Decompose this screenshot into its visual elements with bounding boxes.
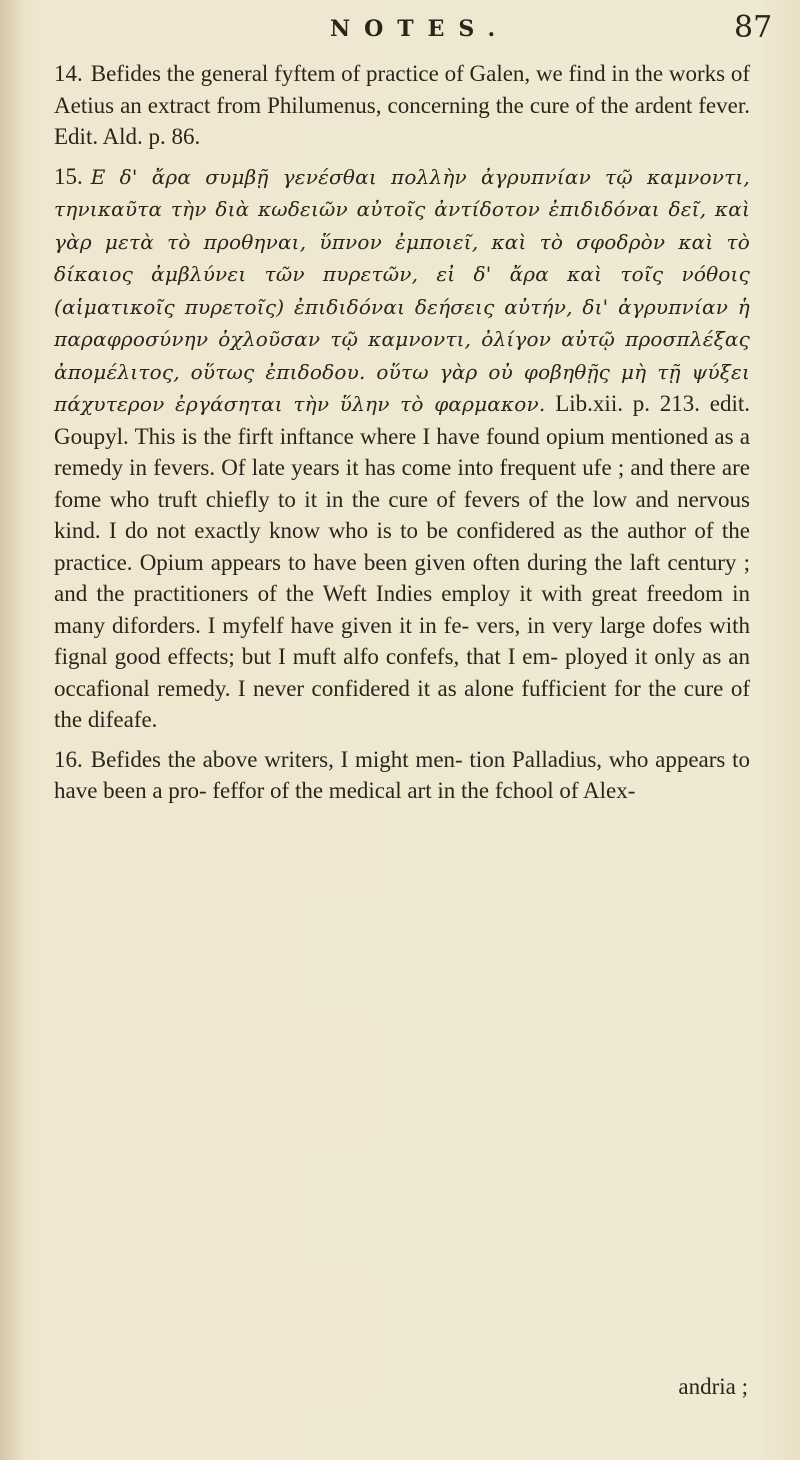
note-number: 16. <box>54 746 83 772</box>
page-number: 87 <box>734 10 773 45</box>
greek-quotation: Ε δ' ἄρα συμβῇ γενέσθαι πολλὴν ἀγρυπνίαν τῷ καμνοντι, τηνικαῦτα τὴν διὰ κωδειῶν αὐτοῖς ἀντίδοτον ἐπιδιδόναι δεῖ, καὶ γὰρ μετὰ τὸ προθηναι, ὕπνον ἐμποιεῖ, καὶ τὸ σφοδρὸν καὶ τὸ δίκαιος ἀμβλύνει τῶν πυρετῶν, εἰ δ' ἄρα καὶ τοῖς νόθοις (αἱματικοῖς πυρετοῖς) ἐπιδιδόναι δεήσεις αὐτήν, δι' ἀγρυπνίαν ἡ παραφροσύνην ὀχλοῦσαν τῷ καμνοντι, ὀλίγον αὐτῷ προσπλέξας ἀπομέλιτος, οὕτως ἐπιδοδου. οὕτω γὰρ οὐ φοβηθῇς μὴ τῇ ψύξει πάχυτερον ἐργάσηται τὴν ὕλην τὸ φαρμακον. <box>54 164 750 416</box>
note-text: Befides the above writers, I might men- tion Palladius, who appears to have been a pro- feffor of the medical art in the fchool of Alex- <box>54 746 750 803</box>
note-text: Befides the general fyftem of practice of Galen, we find in the works of Aetius an extract from Philumenus, concerning the cure of the ardent fever. Edit. Ald. p. 86. <box>54 61 750 149</box>
note-number: 14. <box>54 61 83 86</box>
page-header <box>0 8 800 58</box>
spine-shadow <box>0 0 24 1460</box>
catchword: andria ; <box>678 1374 748 1399</box>
note-14 <box>54 58 750 153</box>
running-head: NOTES. <box>330 16 510 42</box>
note-number: 15. <box>54 163 83 189</box>
note-text: Lib.xii. p. 213. edit. Goupyl. This is the firft inftance where I have found opium mentioned as a remedy in fevers. Of late years it has come into frequent ufe ; and there are fome who truft chiefly to it in the cure of fevers of the low and nervous kind. I do not exactly know who is to be confidered as the author of the practice. Opium appears to have been given often during the laft century ; and the practitioners of the Weft Indies employ it with great freedom in many diforders. I myfelf have given it in fe- vers, in very large dofes with fignal good effects; but I muft alfo confefs, that I em- ployed it only as an occafional remedy. I never confidered it as alone fufficient for the cure of the difeafe. <box>54 391 750 732</box>
notes-body <box>54 58 750 807</box>
note-15 <box>54 161 750 736</box>
note-16 <box>54 744 750 807</box>
